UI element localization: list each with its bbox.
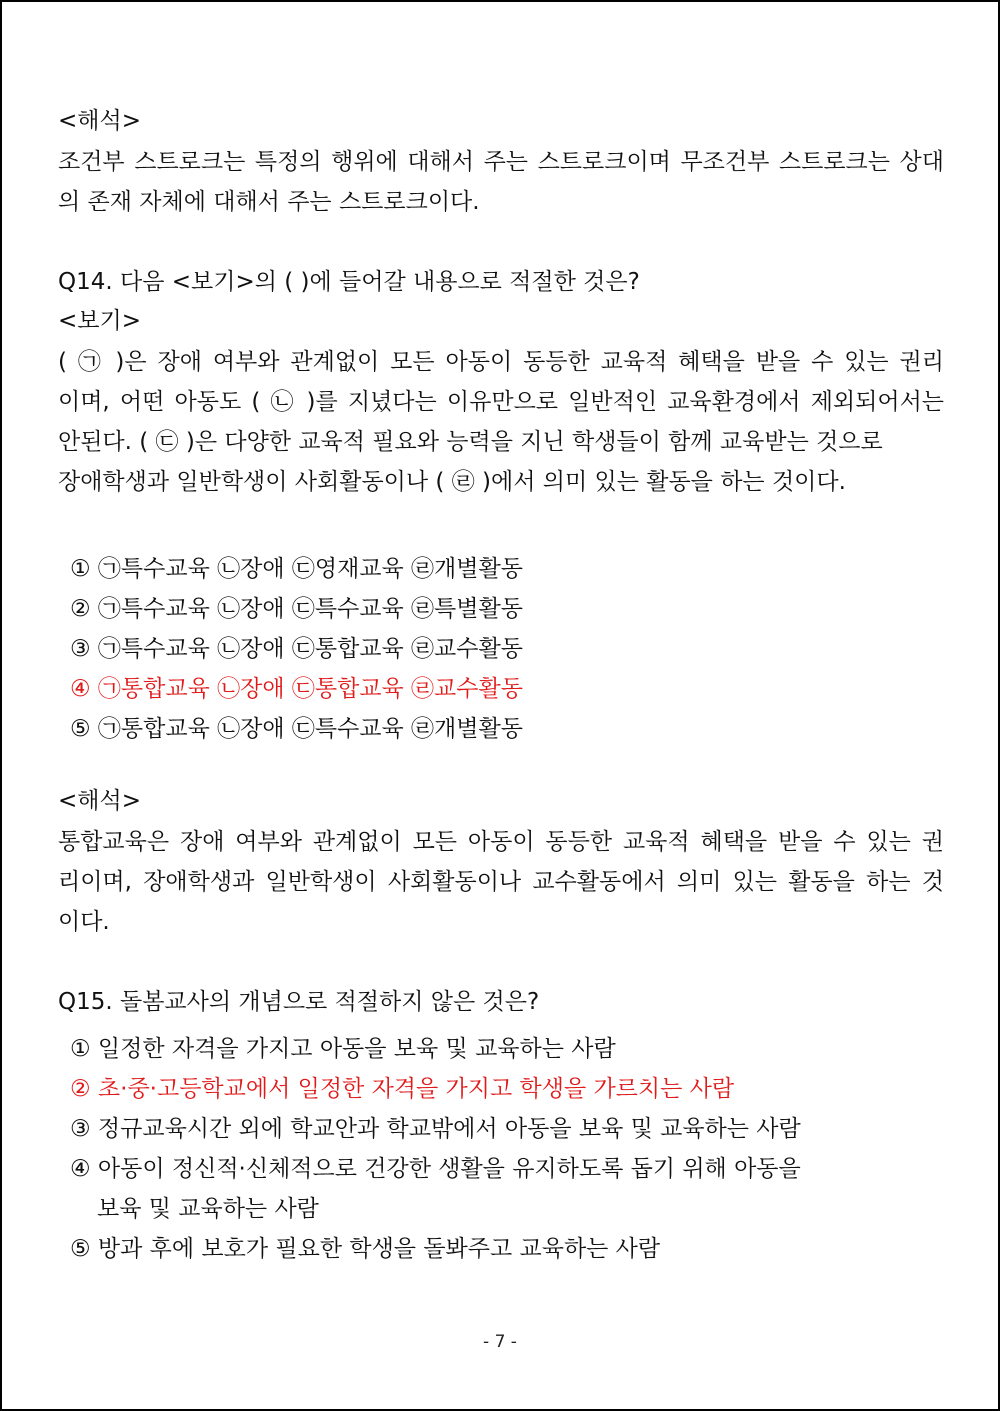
passage-line: ( ㉠ )은 장애 여부와 관계없이 모든 아동이 동등한 교육적 혜택을 받을 수 있는 권리 [58,349,944,375]
example-box-label: <보기> [58,308,141,334]
q15-option-4[interactable]: ④ 아동이 정신적·신체적으로 건강한 생활을 유지하도록 돕기 위해 아동을 [70,1156,801,1182]
q14-option-4-answer[interactable]: ④ ㉠통합교육 ㉡장애 ㉢통합교육 ㉣교수활동 [70,676,523,702]
q15-option-3[interactable]: ③ 정규교육시간 외에 학교안과 학교밖에서 아동을 보육 및 교육하는 사람 [70,1116,801,1142]
q15-option-4-continued[interactable]: 보육 및 교육하는 사람 [97,1196,319,1222]
explanation-text-line: 리이며, 장애학생과 일반학생이 사회활동이나 교수활동에서 의미 있는 활동을 하는 것 [58,869,944,895]
explanation-text-line: 의 존재 자체에 대해서 주는 스트로크이다. [58,189,480,215]
question-14: Q14. 다음 <보기>의 ( )에 들어갈 내용으로 적절한 것은? [58,269,640,295]
explanation-heading: <해석> [58,108,141,134]
page-number: - 7 - [483,1332,517,1352]
passage-line: 장애학생과 일반학생이 사회활동이나 ( ㉣ )에서 의미 있는 활동을 하는 것이다. [58,469,846,495]
explanation-text-line: 이다. [58,909,110,935]
q14-option-5[interactable]: ⑤ ㉠통합교육 ㉡장애 ㉢특수교육 ㉣개별활동 [70,716,523,742]
q15-option-5[interactable]: ⑤ 방과 후에 보호가 필요한 학생을 돌봐주고 교육하는 사람 [70,1236,661,1262]
q14-option-3[interactable]: ③ ㉠특수교육 ㉡장애 ㉢통합교육 ㉣교수활동 [70,636,523,662]
q14-option-1[interactable]: ① ㉠특수교육 ㉡장애 ㉢영재교육 ㉣개별활동 [70,556,523,582]
passage-line: 안된다. ( ㉢ )은 다양한 교육적 필요와 능력을 지닌 학생들이 함께 교육받는 것으로 [58,429,883,455]
explanation-heading: <해석> [58,788,141,814]
q15-option-1[interactable]: ① 일정한 자격을 가지고 아동을 보육 및 교육하는 사람 [70,1036,616,1062]
explanation-text-line: 통합교육은 장애 여부와 관계없이 모든 아동이 동등한 교육적 혜택을 받을 수 있는 권 [58,829,944,855]
passage-line: 이며, 어떤 아동도 ( ㉡ )를 지녔다는 이유만으로 일반적인 교육환경에서 제외되어서는 [58,389,944,415]
explanation-text-line: 조건부 스트로크는 특정의 행위에 대해서 주는 스트로크이며 무조건부 스트로크는 상대 [58,149,944,175]
q15-option-2-answer[interactable]: ② 초·중·고등학교에서 일정한 자격을 가지고 학생을 가르치는 사람 [70,1076,735,1102]
question-15: Q15. 돌봄교사의 개념으로 적절하지 않은 것은? [58,989,540,1015]
q14-option-2[interactable]: ② ㉠특수교육 ㉡장애 ㉢특수교육 ㉣특별활동 [70,596,523,622]
